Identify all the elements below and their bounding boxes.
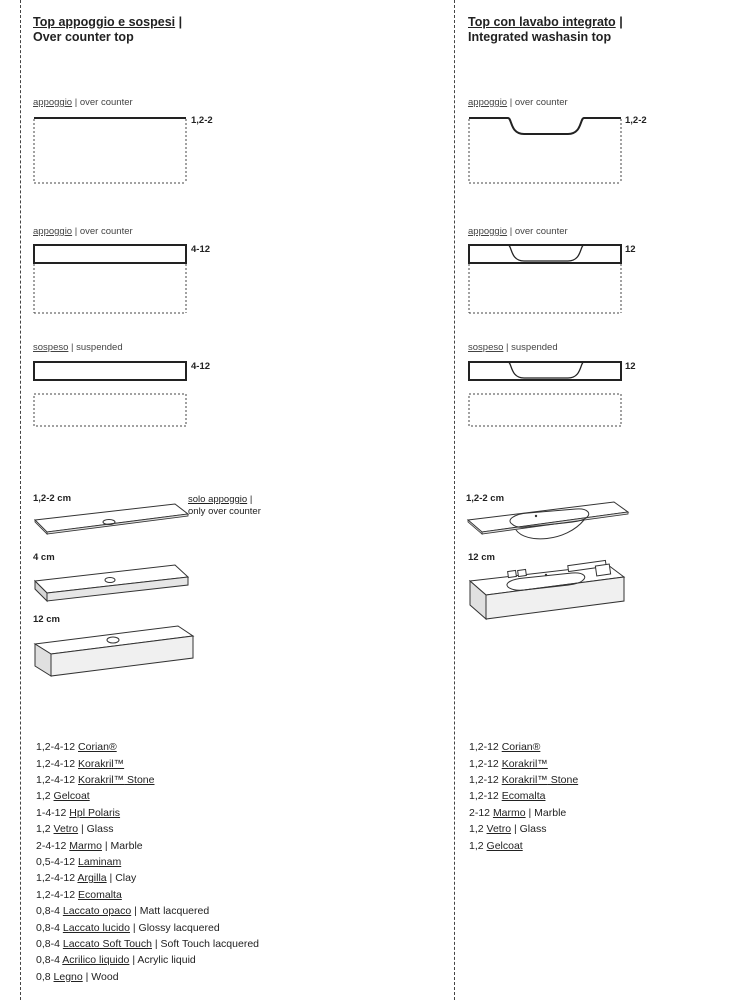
left-section-1-label: appoggio | over counter [33,97,133,108]
left-iso-dim-1: 1,2-2 cm [33,493,72,504]
right-title [468,15,623,45]
right-section-3-label: sospeso | suspended [468,342,558,353]
left-iso-dim-2: 4 cm [33,552,55,563]
right-material-3: 1,2-12 Korakril™ Stone [469,774,579,786]
left-iso-slab-medium [33,563,193,605]
left-material-2: 1,2-4-12 Korakril™ [36,758,125,770]
right-section-1-label: appoggio | over counter [468,97,568,108]
right-iso-washbasin-thick [468,561,630,621]
right-material-7: 1,2 Gelcoat [469,840,523,852]
right-material-4: 1,2-12 Ecomalta [469,790,546,802]
left-section-1-drawing [33,116,188,186]
left-material-7: 2-4-12 Marmo | Marble [36,840,143,852]
left-material-5: 1-4-12 Hpl Polaris [36,807,121,819]
left-material-15: 0,8 Legno | Wood [36,971,119,983]
right-section-3-drawing [468,361,623,429]
right-material-5: 2-12 Marmo | Marble [469,807,567,819]
left-material-14: 0,8-4 Acrilico liquido | Acrylic liquid [36,954,196,966]
left-material-3: 1,2-4-12 Korakril™ Stone [36,774,155,786]
left-iso-slab-thin [33,502,193,544]
left-material-11: 0,8-4 Laccato opaco | Matt lacquered [36,905,210,917]
right-title-italian: Top con lavabo integrato [468,15,616,29]
right-iso-dim-2: 12 cm [468,552,495,563]
center-column-divider [454,0,455,1000]
right-iso-dim-1: 1,2-2 cm [466,493,505,504]
left-title-italian: Top appoggio e sospesi [33,15,176,29]
left-section-1-thickness: 1,2-2 [191,115,213,126]
left-section-3-thickness: 4-12 [191,361,211,372]
right-iso-washbasin-thin [466,500,631,550]
left-section-3-drawing [33,361,188,429]
left-margin-divider [20,0,21,1000]
left-material-6: 1,2 Vetro | Glass [36,823,114,835]
left-material-9: 1,2-4-12 Argilla | Clay [36,872,137,884]
right-section-1-drawing [468,116,623,186]
right-section-1-thickness: 1,2-2 [625,115,647,126]
left-title-english: Over counter top [33,30,134,44]
left-section-3-label: sospeso | suspended [33,342,123,353]
right-section-2-label: appoggio | over counter [468,226,568,237]
left-material-8: 0,5-4-12 Laminam [36,856,122,868]
right-section-2-thickness: 12 [625,244,636,255]
left-title [33,15,182,45]
right-material-2: 1,2-12 Korakril™ [469,758,548,770]
right-title-english: Integrated washasin top [468,30,612,44]
right-material-6: 1,2 Vetro | Glass [469,823,547,835]
left-material-12: 0,8-4 Laccato lucido | Glossy lacquered [36,922,220,934]
left-material-4: 1,2 Gelcoat [36,790,90,802]
left-material-10: 1,2-4-12 Ecomalta [36,889,122,901]
left-section-2-thickness: 4-12 [191,244,211,255]
left-title-separator: | [178,15,183,29]
left-material-1: 1,2-4-12 Corian® [36,741,117,753]
left-material-13: 0,8-4 Laccato Soft Touch | Soft Touch lacquered [36,938,260,950]
left-iso-note: solo appoggio | only over counter [188,494,261,517]
right-section-2-drawing [468,244,623,316]
left-iso-slab-thick [33,624,195,680]
right-material-1: 1,2-12 Corian® [469,741,541,753]
right-title-separator: | [619,15,623,29]
left-iso-dim-3: 12 cm [33,614,60,625]
left-section-2-label: appoggio | over counter [33,226,133,237]
right-section-3-thickness: 12 [625,361,636,372]
left-section-2-drawing [33,244,188,316]
